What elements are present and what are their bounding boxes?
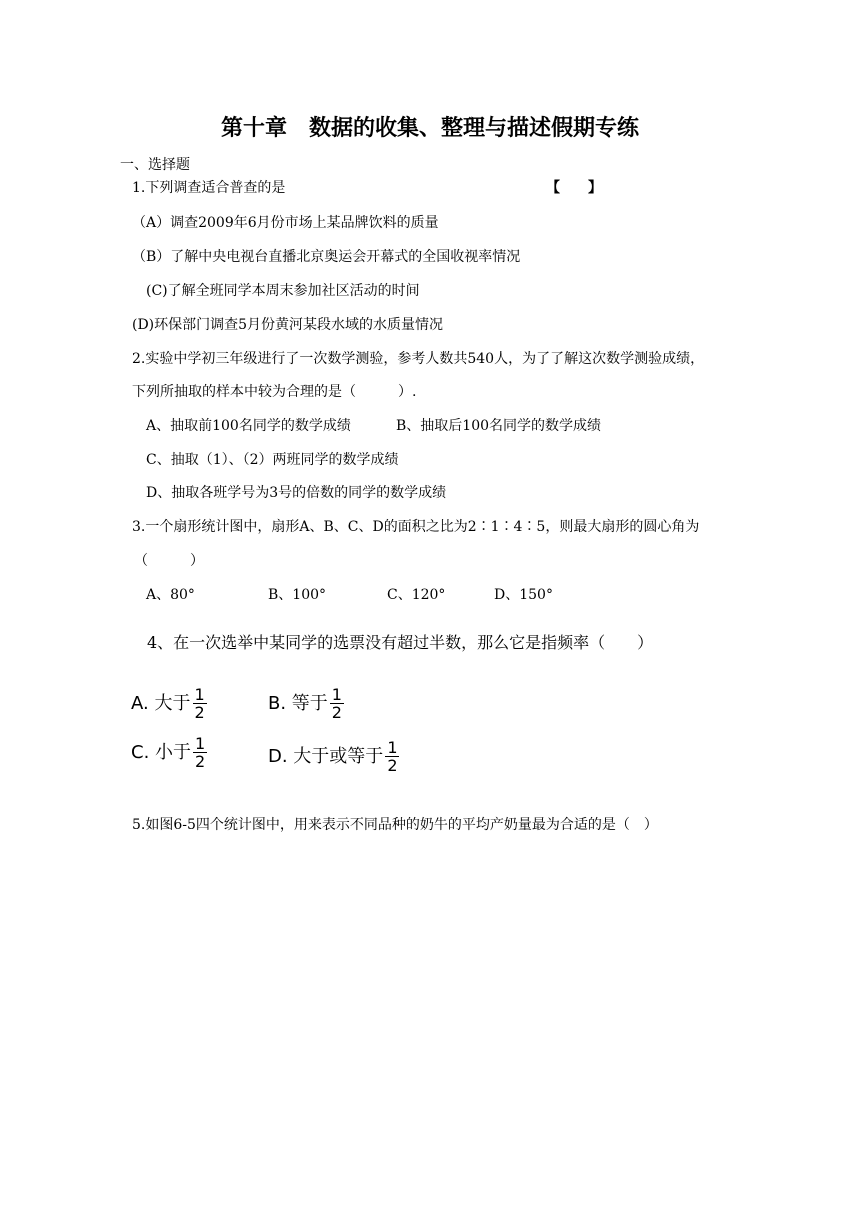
fraction-denominator: 2	[331, 703, 342, 722]
q3-option-a: A、80°	[146, 587, 195, 603]
q2-option-d: D、抽取各班学号为3号的倍数的同学的数学成绩	[146, 485, 447, 501]
q1-answer-bracket: 【 】	[546, 180, 602, 196]
q4-option-a-label: A. 大于	[131, 692, 191, 714]
q3-option-c: C、120°	[387, 587, 446, 603]
q2-stem-line2: 下列所抽取的样本中较为合理的是（ ）.	[132, 384, 417, 400]
q1-option-c: (C)了解全班同学本周末参加社区活动的时间	[146, 283, 420, 299]
q4-option-a	[131, 686, 207, 721]
q5-stem: 5.如图6-5四个统计图中，用来表示不同品种的奶牛的平均产奶量最为合适的是（ ）	[132, 817, 658, 833]
q3-option-d: D、150°	[494, 587, 553, 603]
q4-stem: 4、在一次选举中某同学的选票没有超过半数，那么它是指频率（ ）	[147, 633, 654, 652]
document-title: 第十章 数据的收集、整理与描述假期专练	[220, 116, 639, 141]
fraction-one-half	[193, 735, 207, 770]
q2-option-b: B、抽取后100名同学的数学成绩	[396, 418, 602, 434]
fraction-denominator: 2	[387, 756, 398, 775]
fraction-numerator: 1	[387, 738, 398, 757]
q1-stem: 1.下列调查适合普查的是	[132, 180, 286, 196]
fraction-denominator: 2	[194, 703, 205, 722]
q1-option-d: (D)环保部门调查5月份黄河某段水域的水质量情况	[132, 317, 444, 333]
q4-option-b-label: B. 等于	[268, 692, 328, 714]
fraction-numerator: 1	[194, 685, 205, 704]
section-heading: 一、选择题	[120, 157, 190, 173]
q3-option-b: B、100°	[268, 587, 327, 603]
q2-stem-line1: 2.实验中学初三年级进行了一次数学测验，参考人数共540人，为了了解这次数学测验成绩，	[132, 351, 705, 367]
fraction-numerator: 1	[331, 685, 342, 704]
q1-option-a: （A）调查2009年6月份市场上某品牌饮料的质量	[132, 215, 439, 231]
q3-stem-line2: （ ）	[134, 553, 204, 569]
q4-option-d	[268, 739, 400, 774]
fraction-one-half	[192, 686, 206, 721]
q4-option-c-label: C. 小于	[131, 741, 192, 763]
q2-option-a: A、抽取前100名同学的数学成绩	[146, 418, 351, 434]
q4-option-b	[268, 686, 344, 721]
q4-option-c	[131, 735, 207, 770]
fraction-one-half	[385, 739, 399, 774]
q4-option-d-label: D. 大于或等于	[268, 745, 384, 767]
fraction-denominator: 2	[195, 752, 206, 771]
fraction-numerator: 1	[195, 734, 206, 753]
q2-option-c: C、抽取（1）、（2）两班同学的数学成绩	[146, 452, 399, 468]
q1-option-b: （B）了解中央电视台直播北京奥运会开幕式的全国收视率情况	[132, 249, 521, 265]
fraction-one-half	[330, 686, 344, 721]
q3-stem-line1: 3.一个扇形统计图中，扇形A、B、C、D的面积之比为2∶1∶4∶5，则最大扇形的圆心角为	[132, 519, 700, 535]
